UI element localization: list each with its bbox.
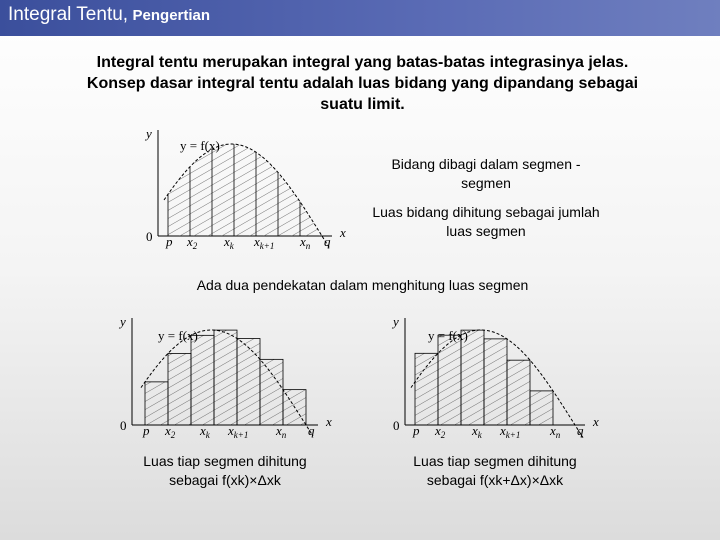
x-axis-label: x xyxy=(326,414,332,429)
graph-right xyxy=(391,314,599,440)
area-hatch xyxy=(168,144,322,236)
segment-rect xyxy=(507,360,530,425)
segment-rect xyxy=(415,353,438,425)
segment-rect xyxy=(438,335,461,425)
curve-label: y = f(x) xyxy=(428,328,468,343)
slide-title: Integral Tentu, xyxy=(8,4,129,25)
caption-right-line1: Luas tiap segmen dihitung xyxy=(413,453,577,469)
segment-rect xyxy=(461,330,484,425)
segment-rect xyxy=(237,339,260,425)
graph-top xyxy=(144,126,346,251)
tick-label-x2: $x_2$ xyxy=(165,423,176,440)
tick-label-xn: $x_n$ xyxy=(550,423,561,440)
note-sum: Luas bidang dihitung sebagai jumlah luas segmen xyxy=(372,204,600,239)
segment-rect xyxy=(530,391,553,425)
segment-rect xyxy=(260,359,283,425)
tick-label-xn: $x_n$ xyxy=(276,423,287,440)
segment-rect xyxy=(145,382,168,425)
x-axis-label: x xyxy=(340,225,346,240)
tick-label-q: q xyxy=(577,423,584,438)
tick-label-p: p xyxy=(143,423,150,438)
origin-label: 0 xyxy=(120,418,127,433)
tick-label-xk: $x_k$ xyxy=(472,423,482,440)
segment-rect xyxy=(214,330,237,425)
intro-paragraph: Integral tentu merupakan integral yang batas-batas integrasinya jelas. Konsep dasar integral tentu adalah luas bidang yang dipandang sebagai suatu limit. xyxy=(86,54,639,113)
curve-label: y = f(x) xyxy=(158,328,198,343)
tick-label-x2: $x_2$ xyxy=(187,234,198,251)
tick-label-q: q xyxy=(324,234,331,249)
segment-rect xyxy=(484,339,507,425)
tick-label-xk1: $x_{k+1}$ xyxy=(500,423,521,440)
tick-label-xk1: $x_{k+1}$ xyxy=(228,423,249,440)
y-axis-label: y xyxy=(393,314,399,329)
tick-label-q: q xyxy=(308,423,315,438)
caption-left-line1: Luas tiap segmen dihitung xyxy=(143,453,307,469)
origin-label: 0 xyxy=(393,418,400,433)
tick-label-p: p xyxy=(166,234,173,249)
caption-left-line2: sebagai f(xk)×Δxk xyxy=(169,472,281,488)
tick-label-p: p xyxy=(413,423,420,438)
note-segments: Bidang dibagi dalam segmen -segmen xyxy=(391,156,581,191)
slide-subtitle: Pengertian xyxy=(132,7,211,24)
tick-label-xk: $x_k$ xyxy=(224,234,234,251)
origin-label: 0 xyxy=(146,229,153,244)
tick-label-xk1: $x_{k+1}$ xyxy=(254,234,275,251)
curve-label: y = f(x) xyxy=(180,138,220,153)
segment-rect xyxy=(191,335,214,425)
x-axis-label: x xyxy=(593,414,599,429)
y-axis-label: y xyxy=(120,314,126,329)
caption-right-line2: sebagai f(xk+Δx)×Δxk xyxy=(426,472,564,488)
tick-label-xk: $x_k$ xyxy=(200,423,210,440)
y-axis-label: y xyxy=(146,126,152,141)
graph-left xyxy=(118,314,332,440)
note-approaches: Ada dua pendekatan dalam menghitung luas segmen xyxy=(196,277,529,293)
tick-label-xn: $x_n$ xyxy=(300,234,311,251)
segment-rect xyxy=(168,353,191,425)
tick-label-x2: $x_2$ xyxy=(435,423,446,440)
